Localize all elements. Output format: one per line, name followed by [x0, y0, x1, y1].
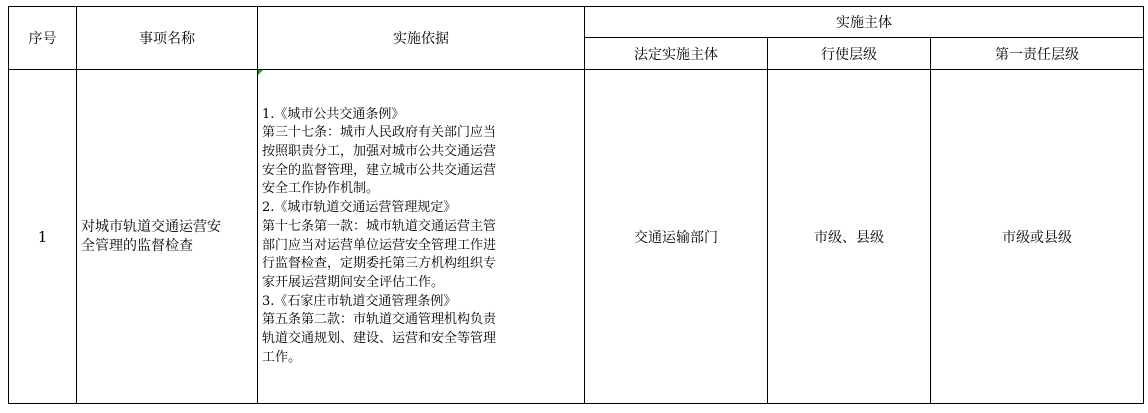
basis-line: 第五条第二款：市轨道交通管理机构负责 — [262, 312, 497, 328]
cell-corner-marker — [258, 70, 263, 75]
item-name-line: 对城市轨道交通运营安 — [81, 218, 221, 235]
item-name-header: 事项名称 — [77, 7, 258, 70]
table-row — [9, 70, 1144, 404]
basis-line: 第十七条第一款：城市轨道交通运营主管 — [262, 218, 497, 234]
basis-line: 行监督检查，定期委托第三方机构组织专 — [262, 256, 497, 272]
legal-subject-header: 法定实施主体 — [585, 38, 768, 70]
basis-line: 安全工作协作机制。 — [262, 181, 380, 197]
first-responsible-cell: 市级或县级 — [931, 70, 1144, 404]
basis-line: 2.《城市轨道交通运营管理规定》 — [262, 200, 457, 216]
exercise-level-header: 行使层级 — [768, 38, 931, 70]
basis-line: 工作。 — [262, 349, 302, 365]
first-responsible-header: 第一责任层级 — [931, 38, 1144, 70]
basis-header: 实施依据 — [258, 7, 585, 70]
header-row-1 — [9, 7, 1144, 38]
basis-line: 第三十七条：城市人民政府有关部门应当 — [262, 125, 497, 141]
subject-group-header: 实施主体 — [585, 7, 1144, 38]
basis-line: 轨道交通规划、建设、运营和安全等管理 — [262, 331, 497, 347]
basis-line: 家开展运营期间安全评估工作。 — [262, 274, 445, 290]
basis-line: 3.《石家庄市轨道交通管理条例》 — [262, 293, 457, 309]
exercise-level-cell: 市级、县级 — [768, 70, 931, 404]
seq-header: 序号 — [9, 7, 77, 70]
basis-line: 按照职责分工，加强对城市公共交通运营 — [262, 143, 497, 159]
basis-line: 1.《城市公共交通条例》 — [262, 106, 405, 122]
seq-cell: 1 — [9, 70, 77, 404]
basis-cell — [258, 70, 585, 404]
basis-line: 安全的监督管理，建立城市公共交通运营 — [262, 162, 497, 178]
basis-line: 部门应当对运营单位运营安全管理工作进 — [262, 237, 497, 253]
legal-subject-cell: 交通运输部门 — [585, 70, 768, 404]
item-name-cell — [77, 70, 258, 404]
item-name-line: 全管理的监督检查 — [81, 237, 193, 254]
enforcement-items-table — [8, 6, 1144, 404]
